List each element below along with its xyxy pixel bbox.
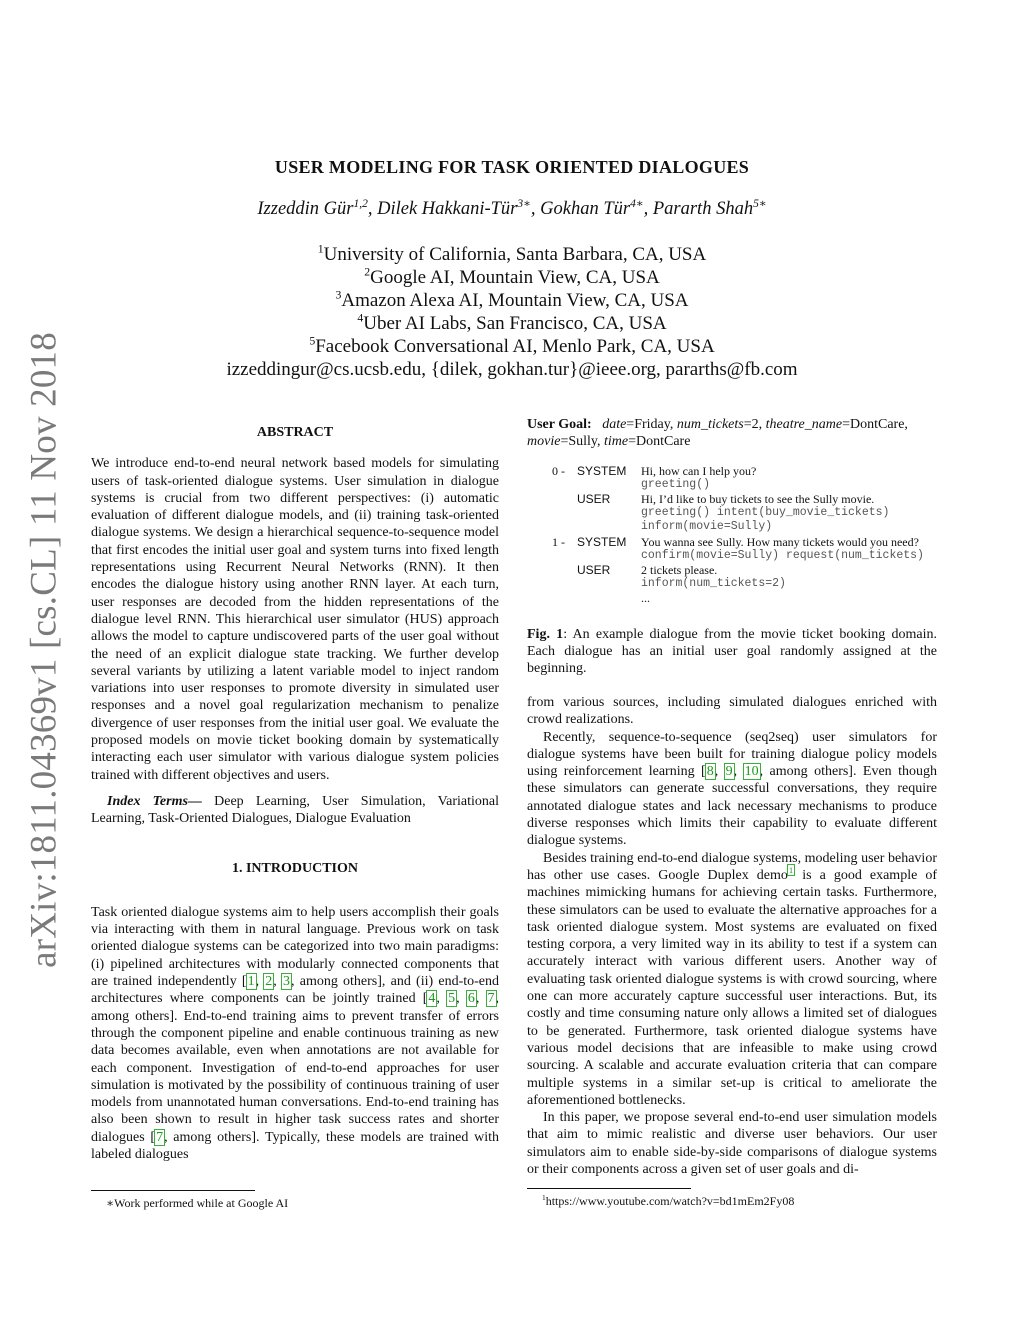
citation-link[interactable]: 7 (487, 991, 495, 1007)
right-column (527, 694, 937, 1178)
citation-link[interactable]: 3 (283, 974, 291, 990)
author-name: Gokhan Tür (540, 199, 631, 219)
author-name: Dilek Hakkani-Tür (377, 199, 518, 219)
footnote-rule (527, 1188, 691, 1189)
footnote-link[interactable]: 1 (788, 865, 794, 876)
citation-link[interactable]: 9 (725, 764, 733, 780)
dialogue-row: greeting() (641, 477, 711, 491)
arxiv-sidebar (14, 332, 74, 968)
citation-link[interactable]: 10 (744, 764, 759, 780)
user-goal: User Goal: date=Friday, num_tickets=2, theatre_name=DontCare, movie=Sully, time=DontCare (527, 417, 908, 450)
author-sup: 1,2 (353, 197, 368, 210)
citation-link[interactable]: 7 (156, 1129, 164, 1145)
abstract-heading: ABSTRACT (256, 425, 334, 440)
author-name: Pararth Shah (652, 199, 754, 219)
arxiv-id: arXiv:1811.04369v1 [cs.CL] 11 Nov 2018 (23, 332, 65, 968)
figure-1 (527, 416, 937, 678)
dialogue-row: 1 - SYSTEM You wanna see Sully. How many tickets would you need? (552, 534, 919, 549)
author-sup: 3∗ (517, 197, 531, 210)
figure-caption: Fig. 1: An example dialogue from the movie ticket booking domain. Each dialogue has an initial user goal randomly assigned at the beginning. (527, 626, 937, 677)
dialogue-row: greeting() intent(buy_movie_tickets) (641, 506, 890, 520)
emails: izzeddingur@cs.ucsb.edu, {dilek, gokhan.tur}@ieee.org, pararths@fb.com (226, 359, 798, 380)
citation-link[interactable]: 5 (448, 991, 456, 1007)
dialogue-row: inform(num_tickets=2) (641, 577, 786, 591)
left-column (91, 424, 499, 1163)
citation-link[interactable]: 2 (265, 974, 273, 990)
dialogue-row: 0 - SYSTEM Hi, how can I help you? (552, 463, 757, 478)
footnote: $^1$https://www.youtube.com/watch?v=bd1mEm2Fy08 (542, 1193, 795, 1208)
citation-link[interactable]: 1 (247, 974, 255, 990)
affiliation: $^5$Facebook Conversational AI, Menlo Park, CA, USA (309, 334, 715, 357)
intro-paragraph: Task oriented dialogue systems aim to help users accomplish their goals via interacting with them in natural language. Previous work on task oriented dialogue systems can be categorized into two main paradigms: (i) pipelined architectures with modularly connected components that are trained independently [1, 2, 3, among others], and (ii) end-to-end architectures where components can be jointly trained [4, 5, 6, 7, among others]. End-to-end training aims to prevent transfer of errors through the component pipeline and enable continuous training as new data becomes available, even when annotations are not available for each component. Investigation of end-to-end approaches for user simulation is motivated by the possibility of continuous training of user models from unannotated human conversations. End-to-end training has also been shown to result in higher task success rates and shorter dialogues [7, among others]. Typically, these models are trained with labeled dialogues (91, 904, 500, 1162)
author-sup: 4∗ (630, 197, 644, 210)
affiliation: $^3$Amazon Alexa AI, Mountain View, CA, USA (335, 288, 689, 311)
intro-heading: 1. INTRODUCTION (231, 860, 358, 876)
paragraph: In this paper, we propose several end-to-end user simulation models that aim to mimic realistic and diverse user behaviors. Our user simulators aim to enable side-by-side comparisons of dialogue systems or their components across a given set of user goals and di- (527, 1110, 937, 1178)
affiliation: $^4$Uber AI Labs, San Francisco, CA, USA (357, 311, 667, 334)
citation-link[interactable]: 6 (467, 991, 475, 1007)
dialogue-row: inform(movie=Sully) (641, 520, 773, 534)
dialogue-row: USER Hi, I’d like to buy tickets to see the Sully movie. (577, 492, 875, 506)
dialogue-row: USER 2 tickets please. (577, 563, 718, 578)
citation-link[interactable]: 8 (706, 764, 714, 780)
affiliation: $^1$University of California, Santa Barbara, CA, USA (317, 242, 707, 265)
author-name: Izzeddin Gür (257, 199, 354, 219)
author-sup: 5∗ (753, 197, 767, 210)
index-terms: Index Terms— Deep Learning, User Simulation, Variational Learning, Task-Oriented Dialogues, Dialogue Evaluation (91, 793, 500, 827)
dialogue-row: confirm(movie=Sully) request(num_tickets) (641, 548, 924, 562)
footnote: ∗Work performed while at Google AI (106, 1196, 289, 1210)
paragraph: Recently, sequence-to-sequence (seq2seq) user simulators for dialogue systems have been built for training dialogue policy models using reinforcement learning [8, 9, 10, among others]. Even though these simulators can generate successful conversations, they require annotated dialogue states and lack necessary mechanisms to produce diverse responses which limits their capability to evaluate different dialogue systems. (527, 729, 938, 849)
footnote-rule (91, 1190, 255, 1191)
paragraph: Besides training end-to-end dialogue systems, modeling user behavior has other use cases. Google Duplex demo$^1$ is a good example of machines mimicking humans for achieving certain tasks. Furthermore, these simulators can be used to evaluate the alternative approaches for a task oriented dialogue system. Most systems are evaluated on fixed testing corpora, a very limited way in its ability to test if a system can accurately interact with various different users. Another way of evaluating task oriented dialogue systems is with crowd sourcing, where one can more accurately capture successful user interactions. But, its costly and time consuming nature only allows a limited set of dialogues to be generated. Furthermore, task oriented dialogue systems have various model decisions that are infeasible to make using crowd sourcing. A scalable and accurate evaluation criteria that can compare multiple systems in a similar set-up is critical to ameliorate the aforementioned bottlenecks. (527, 850, 937, 1108)
affiliation: $^2$Google AI, Mountain View, CA, USA (364, 265, 660, 288)
paragraph: from various sources, including simulated dialogues enriched with crowd realizations. (527, 695, 937, 728)
author-list: Izzeddin Gür$^{1,2}$, Dilek Hakkani-Tür$^{3∗}$, Gokhan Tür$^{4∗}$, Pararth Shah$^{5∗}$ (257, 197, 767, 219)
citation-link[interactable]: 4 (428, 991, 436, 1007)
dialogue-table (527, 464, 937, 606)
affiliations (0, 243, 1024, 381)
abstract-text: We introduce end-to-end neural network based models for simulating users of task-oriented dialogue systems. User simulation in dialogue systems is crucial from two different perspectives: (i) automatic evaluation of different dialogue models, and (ii) training task-oriented dialogue systems. We design a hierarchical sequence-to-sequence model that first encodes the initial user goal and system turns into fixed length representations using Recurrent Neural Networks (RNN). It then encodes the dialogue history using another RNN layer. At each turn, user responses are decoded from the hidden representations of the dialogue level RNN. This hierarchical user simulator (HUS) approach allows the model to capture undiscovered parts of the user goal without the need of an explicit dialogue state tracking. We further develop several variants by utilizing a latent variable model to inject random variations into user responses to promote diversity in simulated user responses and a novel goal regularization mechanism to penalize divergence of user responses from the initial user goal. We evaluate the proposed models on movie ticket booking domain by systematically interacting each user simulator with various dialogue system policies trained with different objectives and users. (91, 456, 499, 783)
dialogue-row: ... (641, 591, 650, 606)
paper-title: USER MODELING FOR TASK ORIENTED DIALOGUES (274, 157, 750, 177)
